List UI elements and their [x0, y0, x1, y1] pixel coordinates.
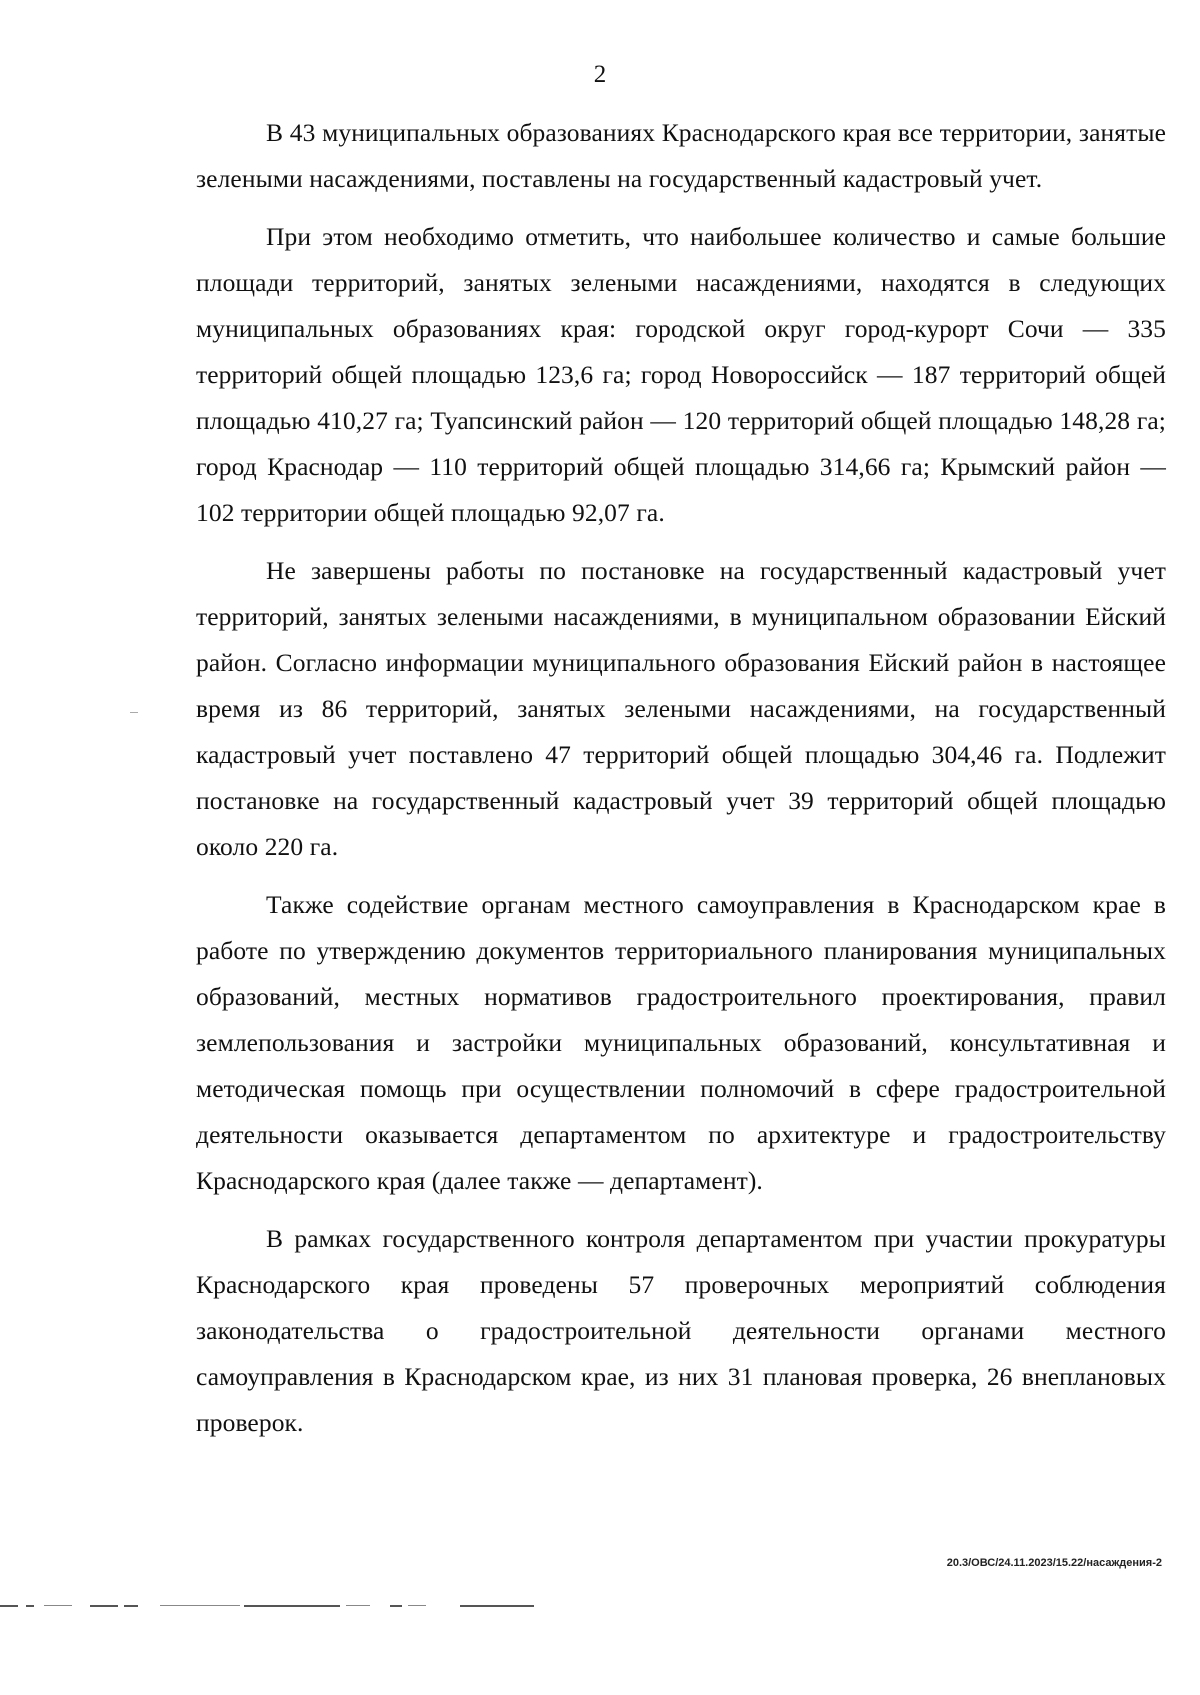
document-body	[196, 110, 1166, 1458]
paragraph-cadastral-registered: В 43 муниципальных образованиях Краснодарского края все территории, занятые зелеными насаждениями, поставлены на государственный кадастровый учет.	[196, 118, 1166, 193]
paragraph-largest-territories: При этом необходимо отметить, что наибольшее количество и самые большие площади территорий, занятых зелеными насаждениями, находятся в следующих муниципальных образованиях края: городской округ город-курорт Сочи — 335 территорий общей площадью 123,6 га; город Новороссийск — 187 территорий общей площадью 410,27 га; Туапсинский район — 120 территорий общей площадью 148,28 га; город Краснодар — 110 территорий общей площадью 314,66 га; Крымский район — 102 территории общей площадью 92,07 га.	[196, 222, 1166, 527]
paragraph-department-assistance: Также содействие органам местного самоуправления в Краснодарском крае в работе по утверждению документов территориального планирования муниципальных образований, местных нормативов градостроительного проектирования, правил землепользования и застройки муниципальных образований, консультативная и методическая помощь при осуществлении полномочий в сфере градостроительной деятельности оказывается департаментом по архитектуре и градостроительству Краснодарского края (далее также — департамент).	[196, 890, 1166, 1195]
page-number: 2	[593, 61, 607, 88]
paragraph-yeysk-district: Не завершены работы по постановке на государственный кадастровый учет территорий, занятых зелеными насаждениями, в муниципальном образовании Ейский район. Согласно информации муниципального образования Ейский район в настоящее время из 86 территорий, занятых зелеными насаждениями, на государственный кадастровый учет поставлено 47 территорий общей площадью 304,46 га. Подлежит постановке на государственный кадастровый учет 39 территорий общей площадью около 220 га.	[196, 556, 1166, 861]
scan-margin-mark	[130, 712, 138, 713]
footer-document-code: 20.3/ОВС/24.11.2023/15.22/насаждения-2	[946, 1557, 1162, 1569]
scan-bottom-edge	[0, 1603, 640, 1609]
paragraph-state-control: В рамках государственного контроля департаментом при участии прокуратуры Краснодарского края проведены 57 проверочных мероприятий соблюдения законодательства о градостроительной деятельности органами местного самоуправления в Краснодарском крае, из них 31 плановая проверка, 26 внеплановых проверок.	[196, 1224, 1166, 1437]
